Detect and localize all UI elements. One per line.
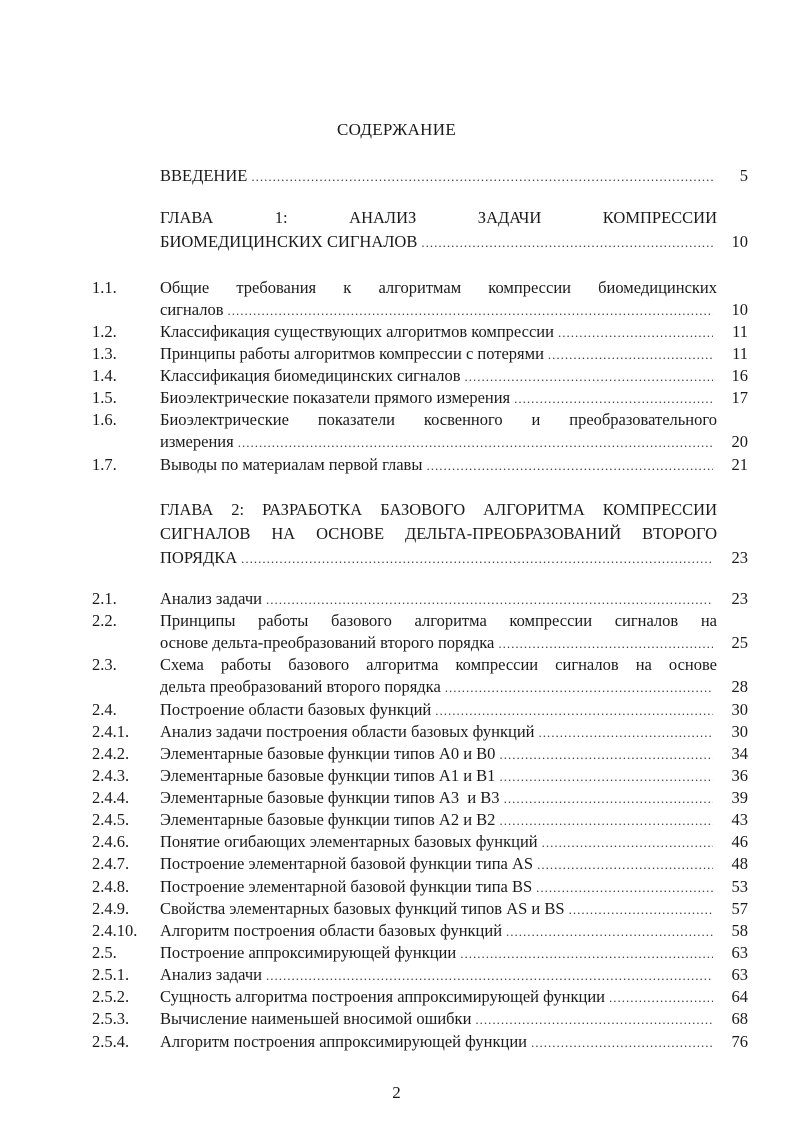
toc-entry-2-4-8[interactable] (0, 876, 793, 898)
entry-title: Алгоритм построения аппроксимирующей функции (160, 1032, 527, 1051)
leader-dots (548, 344, 713, 366)
entry-page: 58 (731, 921, 748, 940)
entry-title: Свойства элементарных базовых функций типов AS и BS (160, 899, 565, 918)
entry-number: 2.4.8. (92, 877, 130, 896)
toc-entry-2-4-5[interactable] (0, 809, 793, 831)
entry-number: 2.5.1. (92, 965, 130, 984)
entry-page: 30 (731, 722, 748, 741)
entry-number: 2.5. (92, 943, 117, 962)
entry-number: 1.5. (92, 388, 117, 407)
entry-number: 2.1. (92, 589, 117, 608)
toc-entry-1-2[interactable] (0, 321, 793, 343)
toc-entry-2-5-2[interactable] (0, 986, 793, 1008)
leader-dots (558, 322, 713, 344)
leader-dots (514, 388, 713, 410)
entry-title: Принципы работы алгоритмов компрессии с потерями (160, 344, 544, 363)
entry-number: 2.5.4. (92, 1032, 130, 1051)
entry-page: 57 (731, 899, 748, 918)
entry-page: 48 (731, 854, 748, 873)
toc-entry-1-1[interactable] (0, 277, 793, 299)
entry-title: Классификация биомедицинских сигналов (160, 366, 461, 385)
toc-entry-chapter-1-cont (0, 231, 793, 253)
entry-page: 11 (732, 344, 748, 363)
entry-title-line: ГЛАВА 1: АНАЛИЗ ЗАДАЧИ КОМПРЕССИИ (160, 208, 717, 227)
entry-title-line: измерения (160, 432, 234, 451)
toc-entry-2-4-2[interactable] (0, 743, 793, 765)
leader-dots (238, 432, 713, 454)
entry-number: 2.4. (92, 700, 117, 719)
entry-title: Анализ задачи (160, 589, 262, 608)
entry-title-line: ПОРЯДКА (160, 548, 238, 567)
entry-title: Биоэлектрические показатели прямого измерения (160, 388, 511, 407)
toc-entry-2-3-cont (0, 676, 793, 698)
toc-entry-1-6-cont (0, 431, 793, 453)
entry-title-line: ГЛАВА 2: РАЗРАБОТКА БАЗОВОГО АЛГОРИТМА КОМПРЕССИИ (160, 500, 717, 519)
toc-entry-2-2[interactable] (0, 610, 793, 632)
toc-entry-2-4[interactable] (0, 699, 793, 721)
entry-page: 63 (731, 965, 748, 984)
leader-dots (475, 1009, 713, 1031)
entry-number: 2.5.2. (92, 987, 130, 1006)
leader-dots (460, 943, 713, 965)
entry-title: Выводы по материалам первой главы (160, 455, 423, 474)
entry-title: ВВЕДЕНИЕ (160, 166, 248, 185)
entry-number: 2.4.5. (92, 810, 130, 829)
entry-number: 2.4.3. (92, 766, 130, 785)
entry-page: 20 (731, 432, 748, 451)
leader-dots (498, 633, 713, 655)
entry-number: 2.3. (92, 655, 117, 674)
entry-number: 1.2. (92, 322, 117, 341)
leader-dots (504, 788, 713, 810)
entry-title-line: дельта преобразований второго порядка (160, 677, 441, 696)
entry-page: 39 (731, 788, 748, 807)
toc-entry-2-5[interactable] (0, 942, 793, 964)
entry-title-line: Биоэлектрические показатели косвенного и преобразовательного (160, 410, 717, 429)
toc-entry-2-4-7[interactable] (0, 853, 793, 875)
page-number: 2 (392, 1083, 401, 1102)
leader-dots (609, 987, 713, 1009)
toc-entry-2-4-9[interactable] (0, 898, 793, 920)
entry-number: 2.4.7. (92, 854, 130, 873)
entry-number: 1.3. (92, 344, 117, 363)
entry-page: 34 (731, 744, 748, 763)
toc-entry-introduction[interactable] (0, 165, 793, 187)
toc-entry-1-6[interactable] (0, 409, 793, 431)
entry-page: 53 (731, 877, 748, 896)
entry-title: Вычисление наименьшей вносимой ошибки (160, 1009, 472, 1028)
entry-page: 11 (732, 322, 748, 341)
toc-entry-chapter-1[interactable] (0, 207, 793, 229)
leader-dots (499, 744, 713, 766)
leader-dots (228, 300, 714, 322)
entry-page: 23 (731, 589, 748, 608)
entry-page: 16 (731, 366, 748, 385)
entry-title-line: сигналов (160, 300, 224, 319)
toc-entry-2-4-1[interactable] (0, 721, 793, 743)
entry-number: 2.5.3. (92, 1009, 130, 1028)
toc-entry-2-1[interactable] (0, 588, 793, 610)
leader-dots (499, 766, 713, 788)
entry-number: 1.1. (92, 278, 117, 297)
entry-title: Анализ задачи (160, 965, 262, 984)
toc-entry-2-3[interactable] (0, 654, 793, 676)
leader-dots (539, 722, 714, 744)
toc-entry-2-5-3[interactable] (0, 1008, 793, 1030)
entry-page: 64 (731, 987, 748, 1006)
entry-page: 10 (731, 232, 748, 251)
toc-entry-1-5[interactable] (0, 387, 793, 409)
entry-page: 28 (731, 677, 748, 696)
entry-page: 17 (731, 388, 748, 407)
entry-title: Сущность алгоритма построения аппроксимирующей функции (160, 987, 605, 1006)
toc-entry-2-4-3[interactable] (0, 765, 793, 787)
toc-entry-2-2-cont (0, 632, 793, 654)
leader-dots (445, 677, 713, 699)
leader-dots (266, 589, 713, 611)
entry-title-line: Схема работы базового алгоритма компрессии сигналов на основе (160, 655, 717, 674)
leader-dots (506, 921, 713, 943)
entry-page: 25 (731, 633, 748, 652)
entry-number: 2.4.9. (92, 899, 130, 918)
leader-dots (536, 877, 713, 899)
entry-title: Построение элементарной базовой функции типа AS (160, 854, 534, 873)
toc-entry-chapter-2-cont2 (0, 547, 793, 569)
entry-number: 2.4.4. (92, 788, 130, 807)
leader-dots (435, 700, 713, 722)
entry-title: Классификация существующих алгоритмов компрессии (160, 322, 554, 341)
entry-title-line: СИГНАЛОВ НА ОСНОВЕ ДЕЛЬТА-ПРЕОБРАЗОВАНИЙ ВТОРОГО (160, 524, 717, 543)
entry-title: Элементарные базовые функции типов А2 и В2 (160, 810, 496, 829)
leader-dots (465, 366, 714, 388)
entry-number: 2.2. (92, 611, 117, 630)
entry-page: 10 (731, 300, 748, 319)
leader-dots (241, 548, 713, 570)
entry-title-line: основе дельта-преобразований второго порядка (160, 633, 495, 652)
entry-title: Элементарные базовые функции типов А3 и В3 (160, 788, 500, 807)
leader-dots (426, 455, 713, 477)
entry-page: 21 (731, 455, 748, 474)
entry-page: 63 (731, 943, 748, 962)
toc-entry-1-3[interactable] (0, 343, 793, 365)
toc-entry-2-4-10[interactable] (0, 920, 793, 942)
entry-title: Построение элементарной базовой функции типа BS (160, 877, 533, 896)
entry-title: Анализ задачи построения области базовых функций (160, 722, 535, 741)
toc-entry-1-7[interactable] (0, 454, 793, 476)
toc-entry-2-4-4[interactable] (0, 787, 793, 809)
entry-title-line: Принципы работы базового алгоритма компрессии сигналов на (160, 611, 717, 630)
entry-title-line: БИОМЕДИЦИНСКИХ СИГНАЛОВ (160, 232, 418, 251)
entry-page: 30 (731, 700, 748, 719)
entry-number: 2.4.2. (92, 744, 130, 763)
entry-title: Построение аппроксимирующей функции (160, 943, 457, 962)
entry-page: 46 (731, 832, 748, 851)
entry-title: Алгоритм построения области базовых функций (160, 921, 503, 940)
entry-number: 2.4.6. (92, 832, 130, 851)
leader-dots (266, 965, 713, 987)
toc-entry-chapter-2-cont (0, 523, 793, 545)
entry-title: Элементарные базовые функции типов А0 и В0 (160, 744, 496, 763)
entry-page: 43 (731, 810, 748, 829)
toc-entry-2-5-1[interactable] (0, 964, 793, 986)
leader-dots (542, 832, 713, 854)
entry-number: 1.4. (92, 366, 117, 385)
leader-dots (251, 166, 713, 188)
toc-entry-1-4[interactable] (0, 365, 793, 387)
entry-page: 23 (731, 548, 748, 567)
leader-dots (569, 899, 713, 921)
toc-entry-2-4-6[interactable] (0, 831, 793, 853)
leader-dots (421, 232, 713, 254)
leader-dots (531, 1032, 713, 1054)
entry-page: 36 (731, 766, 748, 785)
entry-number: 1.6. (92, 410, 117, 429)
leader-dots (499, 810, 713, 832)
leader-dots (537, 854, 713, 876)
entry-number: 1.7. (92, 455, 117, 474)
entry-number: 2.4.1. (92, 722, 130, 741)
page-title: СОДЕРЖАНИЕ (336, 120, 457, 139)
toc-entry-chapter-2[interactable] (0, 499, 793, 521)
entry-title: Элементарные базовые функции типов А1 и В1 (160, 766, 496, 785)
toc-entry-2-5-4[interactable] (0, 1031, 793, 1053)
entry-page: 5 (739, 166, 748, 185)
entry-title-line: Общие требования к алгоритмам компрессии биомедицинских (160, 278, 717, 297)
entry-title: Понятие огибающих элементарных базовых функций (160, 832, 538, 851)
entry-page: 76 (731, 1032, 748, 1051)
entry-number: 2.4.10. (92, 921, 138, 940)
entry-title: Построение области базовых функций (160, 700, 432, 719)
entry-page: 68 (731, 1009, 748, 1028)
toc-entry-1-1-cont (0, 299, 793, 321)
